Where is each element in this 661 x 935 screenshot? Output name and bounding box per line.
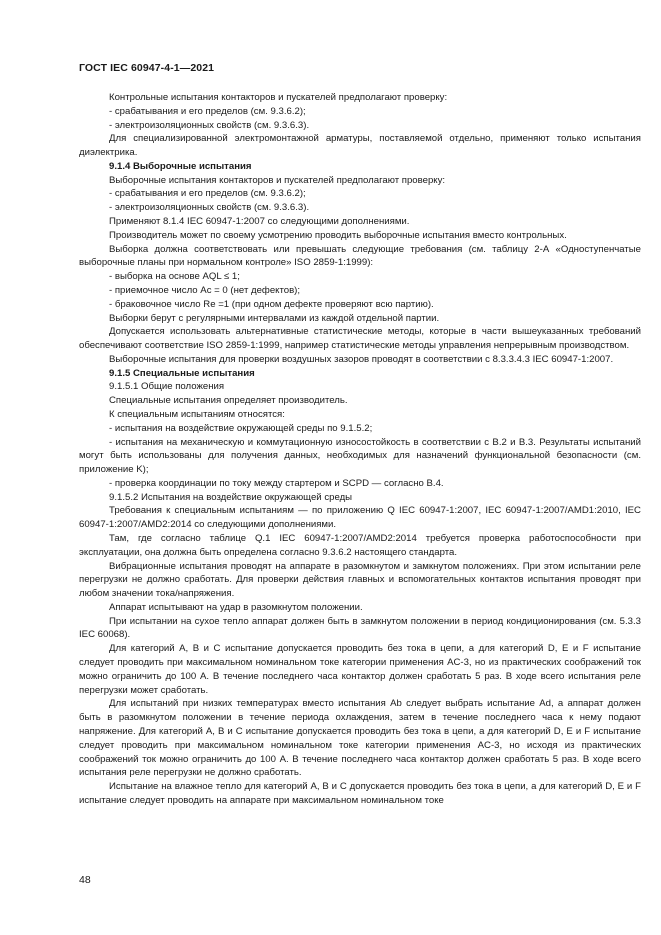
document-header: ГОСТ IEC 60947-4-1—2021 <box>79 62 215 74</box>
section-heading: 9.1.4 Выборочные испытания <box>109 160 252 172</box>
document-body <box>79 91 641 808</box>
list-item: - браковочное число Re =1 (при одном дефекте проверяют всю партию). <box>109 298 434 310</box>
list-item: - приемочное число Ac = 0 (нет дефектов); <box>109 284 301 296</box>
paragraph: Вибрационные испытания проводят на аппарате в разомкнутом и замкнутом положениях. При этом испытании реле перегрузки не должно сработать. Для проверки действия главных и вспомогательных контактов испытания проводят при любом значении тока/напряжения. <box>79 560 641 600</box>
list-item: - испытания на механическую и коммутационную износостойкость в соответствии с B.2 и B.3. Результаты испытаний могут быть использованы для получения данных, необходимых для назначений функциональной безопасности (см. приложение K); <box>79 436 641 476</box>
section-heading: 9.1.5 Специальные испытания <box>109 367 255 379</box>
paragraph: При испытании на сухое тепло аппарат должен быть в замкнутом положении в период кондиционирования (см. 5.3.3 IEC 60068). <box>79 615 641 641</box>
list-item: - электроизоляционных свойств (см. 9.3.6.3). <box>109 202 310 214</box>
list-item: - срабатывания и его пределов (см. 9.3.6.2); <box>109 105 306 117</box>
list-item: - проверка координации по току между стартером и SCPD — согласно B.4. <box>109 477 444 489</box>
list-item: - срабатывания и его пределов (см. 9.3.6.2); <box>109 188 306 200</box>
list-item: - электроизоляционных свойств (см. 9.3.6.3). <box>109 119 310 131</box>
paragraph: Для специализированной электромонтажной арматуры, поставляемой отдельно, применяют только испытания диэлектрика. <box>79 133 641 159</box>
paragraph: Аппарат испытывают на удар в разомкнутом положении. <box>109 601 363 613</box>
paragraph: Для категорий A, B и C испытание допускается проводить без тока в цепи, а для категорий D, E и F испытание следует проводить при максимальном номинальном токе категории применения AC-3, но из практических соображений ток можно ограничить до 100 A. В течение последнего часа контактор должен сработать 5 раз. В ходе всего испытания реле перегрузки может сработать. <box>79 643 641 696</box>
paragraph: Для испытаний при низких температурах вместо испытания Ab следует выбрать испытание Ad, а аппарат должен быть в разомкнутом положении в течение периода охлаждения, затем в течение последнего часа к нему подают напряжение. Для категорий A, B и C испытание допускается проводить без тока в цепи, а для категорий D, E и F испытание следует проводить при максимальном номинальном токе категории применения AC-3, но исходя из практических соображений ток можно ограничить до 100 A. В течение последнего часа контактор должен сработать 5 раз. В ходе всего испытания реле перегрузки не должно сработать. <box>79 698 641 779</box>
subsection-heading: 9.1.5.1 Общие положения <box>109 381 225 393</box>
paragraph: Допускается использовать альтернативные статистические методы, которые в части вышеуказанных требований обеспечивают соответствие ISO 2859-1:1999, например статистические методы управления непрерывным производством. <box>79 326 641 352</box>
paragraph: Выборочные испытания контакторов и пускателей предполагают проверку: <box>109 174 446 186</box>
paragraph: Требования к специальным испытаниям — по приложению Q IEC 60947-1:2007, IEC 60947-1:2007/AMD1:2010, IEC 60947-1:2007/AMD2:2014 со следующими дополнениями. <box>79 505 641 531</box>
paragraph: Контрольные испытания контакторов и пускателей предполагают проверку: <box>109 92 448 103</box>
paragraph: Выборки берут с регулярными интервалами из каждой отдельной партии. <box>109 312 440 324</box>
paragraph: Испытание на влажное тепло для категорий A, B и C допускается проводить без тока в цепи, а для категорий D, E и F испытание следует проводить на аппарате при максимальном номинальном токе <box>79 781 641 806</box>
paragraph: К специальным испытаниям относятся: <box>109 408 285 420</box>
paragraph: Применяют 8.1.4 IEC 60947-1:2007 со следующими дополнениями. <box>109 216 410 228</box>
paragraph: Выборочные испытания для проверки воздушных зазоров проводят в соответствии с 8.3.3.4.3 IEC 60947-1:2007. <box>109 353 614 365</box>
page-number: 48 <box>79 874 91 886</box>
paragraph: Производитель может по своему усмотрению проводить выборочные испытания вместо контрольных. <box>109 229 567 241</box>
paragraph: Специальные испытания определяет производитель. <box>109 395 348 407</box>
paragraph: Выборка должна соответствовать или превышать следующие требования (см. таблицу 2-А «Одноступенчатые выборочные планы при нормальном контроле» ISO 2859-1:1999): <box>79 243 641 269</box>
list-item: - испытания на воздействие окружающей среды по 9.1.5.2; <box>109 422 373 434</box>
paragraph: Там, где согласно таблице Q.1 IEC 60947-1:2007/AMD2:2014 требуется проверка работоспособности при эксплуатации, она должна быть определена согласно 9.3.6.2 настоящего стандарта. <box>79 533 641 558</box>
list-item: - выборка на основе AQL ≤ 1; <box>109 271 240 283</box>
subsection-heading: 9.1.5.2 Испытания на воздействие окружающей среды <box>109 491 353 503</box>
